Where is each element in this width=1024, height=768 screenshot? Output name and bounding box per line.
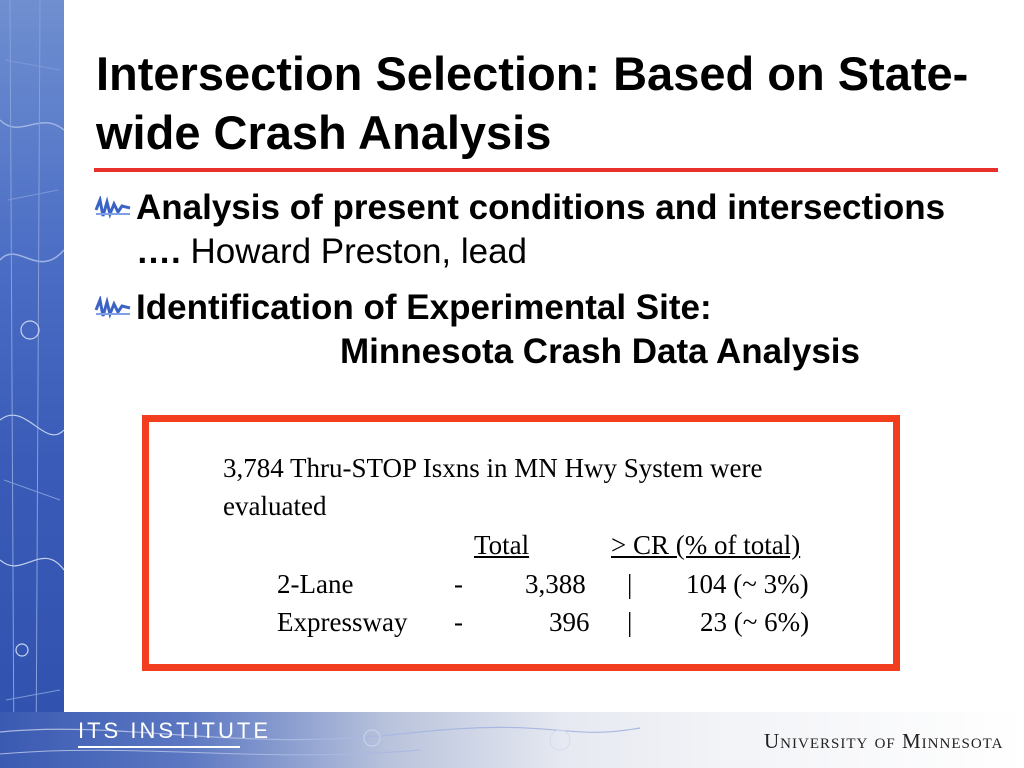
row-expressway-dash: -: [454, 607, 463, 637]
its-logo-underline: [78, 746, 240, 748]
bullet-identification-line2: Minnesota Crash Data Analysis: [340, 332, 860, 371]
bullet-identification-text: [136, 286, 994, 374]
its-institute-logo-text: ITS INSTITUTE: [78, 718, 271, 743]
row-expressway-label: Expressway: [277, 607, 408, 637]
signal-wave-icon: [94, 296, 132, 320]
slide-title: Intersection Selection: Based on State-wide Crash Analysis: [96, 47, 969, 159]
bullet-analysis: [94, 186, 994, 274]
row-2lane-total: 3,388: [525, 569, 586, 599]
header-total: Total: [474, 530, 530, 560]
its-institute-logo: [78, 718, 271, 744]
university-of-minnesota-logo: University of Minnesota: [764, 729, 1004, 753]
row-expressway-sep: |: [627, 607, 633, 637]
row-2lane-label: 2-Lane: [277, 569, 354, 599]
row-2lane-cr: 104 (~ 3%): [686, 569, 809, 599]
header-cr: > CR (% of total): [611, 530, 801, 560]
callout-intro: 3,784 Thru-STOP Isxns in MN Hwy System were evaluated: [223, 453, 763, 521]
bullet-analysis-text: [136, 186, 994, 274]
row-2lane-sep: |: [627, 569, 633, 599]
bullet-identification: [94, 286, 994, 374]
row-expressway-cr: 23 (~ 6%): [700, 607, 810, 637]
title-underline: [94, 168, 998, 172]
left-map-strip: [0, 0, 64, 768]
row-expressway-total: 396: [549, 607, 590, 637]
map-texture: [0, 0, 64, 768]
bullet-analysis-bold: Analysis of present conditions and intersections ….: [136, 188, 946, 271]
row-2lane-dash: -: [454, 569, 463, 599]
signal-wave-icon: [94, 196, 132, 220]
crash-data-callout: [142, 415, 900, 671]
bullet-analysis-lead: Howard Preston, lead: [180, 232, 528, 271]
bullet-identification-line1: Identification of Experimental Site:: [136, 288, 712, 327]
